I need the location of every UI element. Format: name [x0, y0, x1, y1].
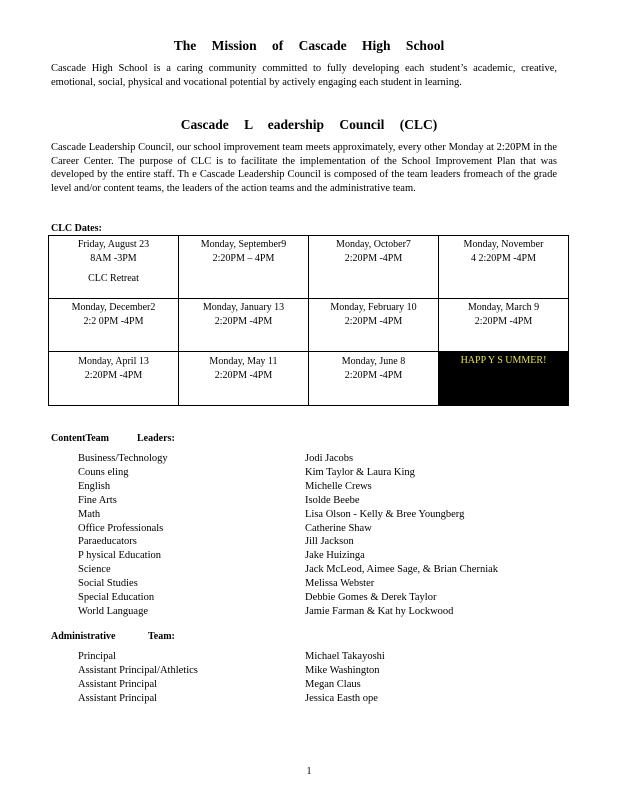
clc-title: Cascade L eadership Council (CLC): [180, 117, 438, 132]
date-time: 4 2:20PM -4PM: [470, 253, 536, 264]
content-team-leaders: [305, 452, 498, 619]
department-item: P hysical Education: [78, 550, 162, 562]
leader-item: Melissa Webster: [305, 578, 375, 590]
date-cell: [439, 299, 569, 352]
leader-item: Lisa Olson - Kelly & Bree Youngberg: [305, 508, 465, 520]
department-item: Special Education: [78, 592, 155, 604]
date-time: 2:20PM -4PM: [214, 370, 273, 381]
table-row: [49, 352, 569, 406]
leader-item: Michelle Crews: [305, 480, 372, 492]
date-cell: [179, 352, 309, 406]
table-row: [49, 299, 569, 352]
date-time: 2:20PM -4PM: [344, 316, 403, 327]
admin-name-item: Megan Claus: [305, 678, 361, 690]
department-item: Business/Technology: [78, 453, 168, 464]
date-day: Monday, June 8: [341, 356, 406, 367]
leader-item: Jack McLeod, Aimee Sage, & Brian Cherniak: [305, 564, 499, 576]
date-day: Monday, October7: [336, 239, 411, 250]
content-team-departments: [78, 452, 168, 619]
leader-item: Catherine Shaw: [305, 522, 372, 534]
leader-item: Debbie Gomes & Derek Taylor: [305, 592, 437, 604]
department-item: Math: [78, 508, 101, 520]
happy-summer-text: HAPP Y S UMMER!: [460, 355, 547, 366]
content-team-heading-right: Leaders:: [137, 433, 175, 444]
date-cell: [179, 236, 309, 299]
admin-title-item: Principal: [78, 651, 116, 662]
date-time: 2:2 0PM -4PM: [83, 316, 144, 327]
admin-name-item: Mike Washington: [305, 664, 380, 676]
admin-title-item: Assistant Principal/Athletics: [78, 664, 198, 676]
clc-description: Cascade Leadership Council, our school improvement team meets approximately, every other Monday at 2:20PM in the Career Center. The purpose of CLC is to facilitate the implementation of the School Improvement Plan that was developed by the entire staff. Th e Cascade Leadership Council is composed of the team leaders fromeach of the grade level and/or content teams, the leaders of the action teams and the administrative team.: [51, 142, 557, 194]
leader-item: Jake Huizinga: [305, 550, 365, 562]
date-day: Monday, March 9: [467, 302, 540, 313]
date-cell: [309, 352, 439, 406]
leader-item: Jamie Farman & Kat hy Lockwood: [305, 605, 454, 617]
department-item: English: [78, 480, 111, 492]
date-time: 2:20PM -4PM: [214, 316, 273, 327]
admin-team-heading: [51, 631, 175, 642]
table-row: [49, 236, 569, 299]
date-time: 2:20PM -4PM: [344, 370, 403, 381]
department-item: Office Professionals: [78, 522, 164, 534]
leader-item: Isolde Beebe: [305, 494, 360, 506]
date-day: Monday, April 13: [78, 356, 149, 367]
date-note: CLC Retreat: [88, 273, 139, 284]
department-item: Science: [78, 564, 111, 576]
clc-dates-label: CLC Dates:: [51, 223, 102, 234]
date-time: 8AM -3PM: [90, 253, 137, 264]
date-day: Monday, February 10: [330, 302, 417, 313]
admin-name-item: Jessica Easth ope: [305, 692, 378, 704]
date-cell: [49, 299, 179, 352]
date-day: Monday, May 11: [209, 356, 278, 367]
department-item: Fine Arts: [78, 494, 117, 506]
date-cell: [49, 352, 179, 406]
date-time: 2:20PM -4PM: [344, 253, 403, 264]
leader-item: Kim Taylor & Laura King: [305, 466, 415, 478]
content-team-heading: [51, 433, 175, 444]
date-day: Monday, September9: [200, 239, 287, 250]
clc-dates-table: [48, 235, 569, 406]
date-time: 2:20PM -4PM: [84, 370, 143, 381]
date-cell: [439, 236, 569, 299]
date-time: 2:20PM – 4PM: [212, 253, 275, 264]
admin-team-heading-right: Team:: [148, 631, 175, 642]
department-item: Social Studies: [78, 578, 138, 590]
mission-title: The Mission of Cascade High School: [173, 38, 445, 53]
date-day: Friday, August 23: [77, 239, 150, 250]
date-day: Monday, January 13: [202, 302, 285, 313]
mission-statement: Cascade High School is a caring community committed to fully developing each student’s academic, creative, emotional, social, physical and vocational potential by actively engaging each student in learning.: [51, 63, 557, 88]
page-number: 1: [306, 766, 312, 777]
leader-item: Jodi Jacobs: [305, 453, 354, 464]
admin-name-item: Michael Takayoshi: [305, 651, 385, 662]
content-team-heading-left: ContentTeam: [51, 433, 109, 444]
department-item: Paraeducators: [78, 536, 137, 548]
summer-cell: [439, 352, 569, 406]
admin-team-titles: [78, 650, 198, 706]
date-day: Monday, November: [463, 239, 544, 250]
admin-team-heading-left: Administrative: [51, 631, 116, 642]
date-day: Monday, December2: [71, 302, 156, 313]
admin-team-names: [305, 650, 385, 706]
date-cell: [309, 299, 439, 352]
date-time: 2:20PM -4PM: [474, 316, 533, 327]
date-cell: [309, 236, 439, 299]
admin-title-item: Assistant Principal: [78, 692, 158, 704]
department-item: Couns eling: [78, 466, 129, 478]
admin-title-item: Assistant Principal: [78, 678, 158, 690]
leader-item: Jill Jackson: [305, 536, 354, 548]
date-cell: [49, 236, 179, 299]
date-cell: [179, 299, 309, 352]
department-item: World Language: [78, 605, 149, 617]
